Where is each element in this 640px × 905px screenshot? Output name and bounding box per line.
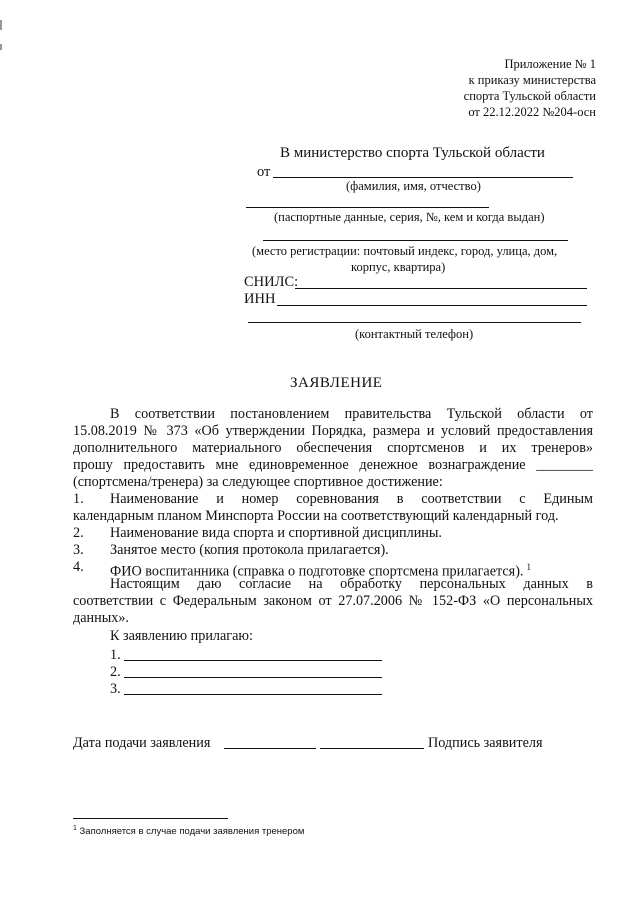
scan-edge-mark xyxy=(0,44,2,50)
appendix-line: спорта Тульской области xyxy=(463,89,596,103)
phone-caption: (контактный телефон) xyxy=(355,327,474,341)
inn-line[interactable] xyxy=(277,305,587,306)
addressee-to: В министерство спорта Тульской области xyxy=(280,145,545,161)
list-item-text: Наименование и номер соревнования в соответствии с Единым xyxy=(110,491,593,507)
registration-line[interactable] xyxy=(263,240,568,241)
attach-label: К заявлению прилагаю: xyxy=(110,628,253,644)
attach-number: 3. xyxy=(110,681,121,697)
list-item-text: Наименование вида спорта и спортивной дисциплины. xyxy=(110,525,442,541)
footnote-text: Заполняется в случае подачи заявления тренером xyxy=(79,826,305,838)
consent-line: Настоящим даю согласие на обработку персональных данных в xyxy=(110,576,593,592)
attach-number: 1. xyxy=(110,647,121,663)
signature-field-line[interactable] xyxy=(320,748,424,749)
list-item-number: 1. xyxy=(73,491,84,507)
registration-caption: корпус, квартира) xyxy=(351,260,446,274)
phone-line[interactable] xyxy=(248,322,581,323)
paragraph-line: 15.08.2019 № 373 «Об утверждении Порядка, размера и условий предоставления xyxy=(73,423,593,439)
attach-line[interactable] xyxy=(124,694,382,695)
paragraph-line: дополнительного материального обеспечения спортсменов и их тренеров» xyxy=(73,440,593,456)
registration-caption: (место регистрации: почтовый индекс, город, улица, дом, xyxy=(252,244,558,258)
snils-line[interactable] xyxy=(295,288,587,289)
attach-line[interactable] xyxy=(124,677,382,678)
list-item-number: 4. xyxy=(73,559,84,575)
footnote-separator xyxy=(73,818,228,819)
paragraph-line: В соответствии постановлением правительства Тульской области от xyxy=(110,406,593,422)
list-item-number: 2. xyxy=(73,525,84,541)
appendix-line: к приказу министерства xyxy=(468,73,596,87)
snils-label: СНИЛС: xyxy=(244,274,299,290)
appendix-line: от 22.12.2022 №204-осн xyxy=(468,105,596,119)
list-item-text-content: ФИО воспитанника (справка о подготовке спортсмена прилагается). xyxy=(110,563,524,580)
signature-label: Подпись заявителя xyxy=(428,735,543,751)
attach-line[interactable] xyxy=(124,660,382,661)
footnote-ref: 1 xyxy=(526,562,531,572)
from-label: от xyxy=(257,164,271,180)
inn-label: ИНН xyxy=(244,291,276,307)
passport-caption: (паспортные данные, серия, №, кем и когда выдан) xyxy=(274,210,545,224)
list-item-text: календарным планом Минспорта России на соответствующий календарный год. xyxy=(73,508,559,524)
appendix-line: Приложение № 1 xyxy=(504,57,596,71)
passport-line[interactable] xyxy=(246,207,489,208)
fio-line[interactable] xyxy=(273,177,573,178)
date-field-line[interactable] xyxy=(224,748,316,749)
paragraph-line: прошу предоставить мне единовременное денежное вознаграждение ________ xyxy=(73,457,593,473)
scan-edge-mark xyxy=(0,20,2,30)
attach-number: 2. xyxy=(110,664,121,680)
footnote-mark: 1 xyxy=(73,825,77,832)
consent-line: соответствии с Федеральным законом от 27.07.2006 № 152-ФЗ «О персональных xyxy=(73,593,593,609)
date-label: Дата подачи заявления xyxy=(73,735,211,751)
list-item-number: 3. xyxy=(73,542,84,558)
page-title: ЗАЯВЛЕНИЕ xyxy=(290,375,383,391)
consent-line: данных». xyxy=(73,610,129,626)
list-item-text: Занятое место (копия протокола прилагается). xyxy=(110,542,389,558)
fio-caption: (фамилия, имя, отчество) xyxy=(346,179,481,193)
appendix-header xyxy=(336,56,596,120)
footnote xyxy=(73,825,304,837)
paragraph-line: (спортсмена/тренера) за следующее спортивное достижение: xyxy=(73,474,443,490)
